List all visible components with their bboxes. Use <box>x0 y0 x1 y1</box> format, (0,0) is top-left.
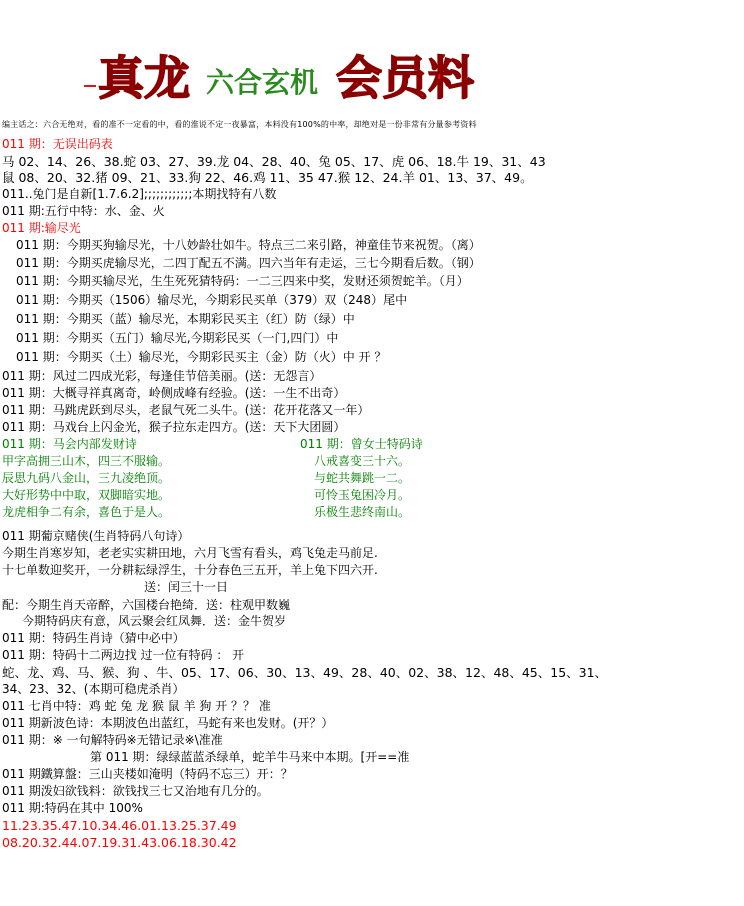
line2-11: 011 期新波色诗：本期波色出蓝红，马蛇有来也发财。(开？） <box>2 716 334 730</box>
line2-15: 011 期泼妇欲钱料：欲钱找三七又治地有几分的。 <box>2 784 269 798</box>
title-mid: 六合玄机 <box>206 66 319 99</box>
poem-left-title: 011 期：马会内部发财诗 <box>2 437 137 451</box>
line2-14: 011 期鐵算盤：三山夹楼如淹明（特码不忘三）开：？ <box>2 767 293 781</box>
title-graphic <box>84 44 504 108</box>
poem-left-line: 辰思九码八金山，三九凌绝顶。 <box>2 471 171 485</box>
poem-left-line: 龙虎相争二有余，喜色于是人。 <box>2 505 171 519</box>
line2-1: 今期生肖寒岁知，老老实实耕田地，六月飞雪有看头，鸡飞兔走马前足. <box>2 546 378 560</box>
line2-7: 011 期：特码十二两边找 过一位有特码 ： 开 <box>2 648 245 662</box>
title-main: 真龙 <box>98 51 190 105</box>
line-12: 011 期：今期买（土）输尽光，今期彩民买主（金）防（火）中 开 ？ <box>16 350 387 364</box>
number-row-2: 08.20.32.44.07.19.31.43.06.18.30.42 <box>2 835 237 850</box>
poem-right-line: 八戒喜变三十六。 <box>314 454 411 468</box>
line-13: 011 期：风过二四成光彩，每逢佳节倍美丽。(送：无怨言） <box>2 369 322 383</box>
line2-9: 34、23、32、(本期可稳虎杀肖） <box>2 682 185 696</box>
line-1: 马 02、14、26、38.蛇 03、27、39.龙 04、28、40、兔 05、17、虎 06、18.牛 19、31、43 <box>2 154 546 169</box>
line2-0: 011 期葡京赌侠(生肖特码八句诗） <box>2 529 190 543</box>
line-14: 011 期：大概寻祥真离奇，岭侧成峰有经验。(送：一生不出奇） <box>2 386 346 400</box>
poem-right-title: 011 期：曾女士特码诗 <box>300 437 423 451</box>
line-4: 011 期:五行中特：水、金、火 <box>2 204 165 218</box>
line-11: 011 期：今期买（五门）输尽光,今期彩民买（一门,四门）中 <box>16 331 339 345</box>
poem-right-line: 可怜玉兔困冷月。 <box>314 488 411 502</box>
line2-3: 送：闰三十一日 <box>144 580 229 594</box>
poem-right-line: 乐极生悲终南山。 <box>314 505 411 519</box>
line-6: 011 期：今期买狗输尽光，十八妙龄壮如牛。特点三二来引路，神童佳节来祝贺。（离） <box>16 238 481 252</box>
line2-6: 011 期：特码生肖诗（猜中必中） <box>2 631 185 645</box>
line-7: 011 期：今期买虎输尽光，二四丁配五不满。四六当年有走运，三七今期看后数。（钢） <box>16 256 481 270</box>
line2-10: 011 七肖中特：鸡 蛇 兔 龙 猴 鼠 羊 狗 开 ？？ 准 <box>2 699 271 713</box>
line2-8: 蛇、龙、鸡、马、猴、狗 、牛、05、17、06、30、13、49、28、40、02、38、12、48、45、15、31、 <box>2 665 608 680</box>
line2-5: 今期特码庆有意，风云聚会红凤舞．送：金牛贺岁 <box>22 614 287 628</box>
title-end: 会员料 <box>336 51 474 105</box>
number-row-1: 11.23.35.47.10.34.46.01.13.25.37.49 <box>2 818 237 833</box>
poem-right-line: 与蛇共舞跳一二。 <box>314 471 411 485</box>
line2-13: 第 011 期：绿绿蓝蓝杀绿单，蛇羊牛马来中本期。[开==准 <box>90 750 410 764</box>
line-9: 011 期：今期买（1506）输尽光，今期彩民买单（379）双（248）尾中 <box>16 293 408 307</box>
line2-4: 配：今期生肖天帝醉，六国楼台艳绮．送：柱观甲数巍 <box>2 598 291 612</box>
title-banner <box>84 44 504 108</box>
line2-2: 十七单数迎奖开，一分耕耘绿浮生，十分春色三五开，羊上兔下四六开. <box>2 563 378 577</box>
poem-left-line: 大好形势中中取，双脚暗实地。 <box>2 488 171 502</box>
line2-12: 011 期：※ 一句解特码※无错记录※\准准 <box>2 733 223 747</box>
line-5: 011 期:输尽光 <box>2 221 81 235</box>
line-15: 011 期：马跳虎跃到尽头，老鼠气死二头牛。(送：花开花落又一年） <box>2 403 370 417</box>
line-16: 011 期：马戏台上闪金光，猴子拉东走四方。(送：天下大团圆） <box>2 420 346 434</box>
notice-text: 编主话之：六合无绝对，看的准不一定看的中，看的淮说不定一夜暴富，本料没有100%的中率，却绝对是一份非常有分量参考资料 <box>2 120 477 129</box>
poem-left-line: 甲字高拥三山木，四三不服输。 <box>2 454 171 468</box>
line-10: 011 期：今期买（蓝）输尽光，本期彩民买主（红）防（绿）中 <box>16 312 355 326</box>
line2-16: 011 期:特码在其中 100% <box>2 801 143 815</box>
line-2: 鼠 08、20、32.猪 09、21、33.狗 22、46.鸡 11、35 47.猴 12、24.羊 01、13、37、49。 <box>2 170 533 185</box>
line-0: 011 期：无误出码表 <box>2 137 113 151</box>
line-3: 011..兔门是自新[1.7.6.2];;;;;;;;;;;;本期找特有八数 <box>2 187 277 201</box>
line-8: 011 期：今期买输尽光，生生死死猜特码：一二三四来中奖，发财还须贺蛇羊。（月） <box>16 274 469 288</box>
